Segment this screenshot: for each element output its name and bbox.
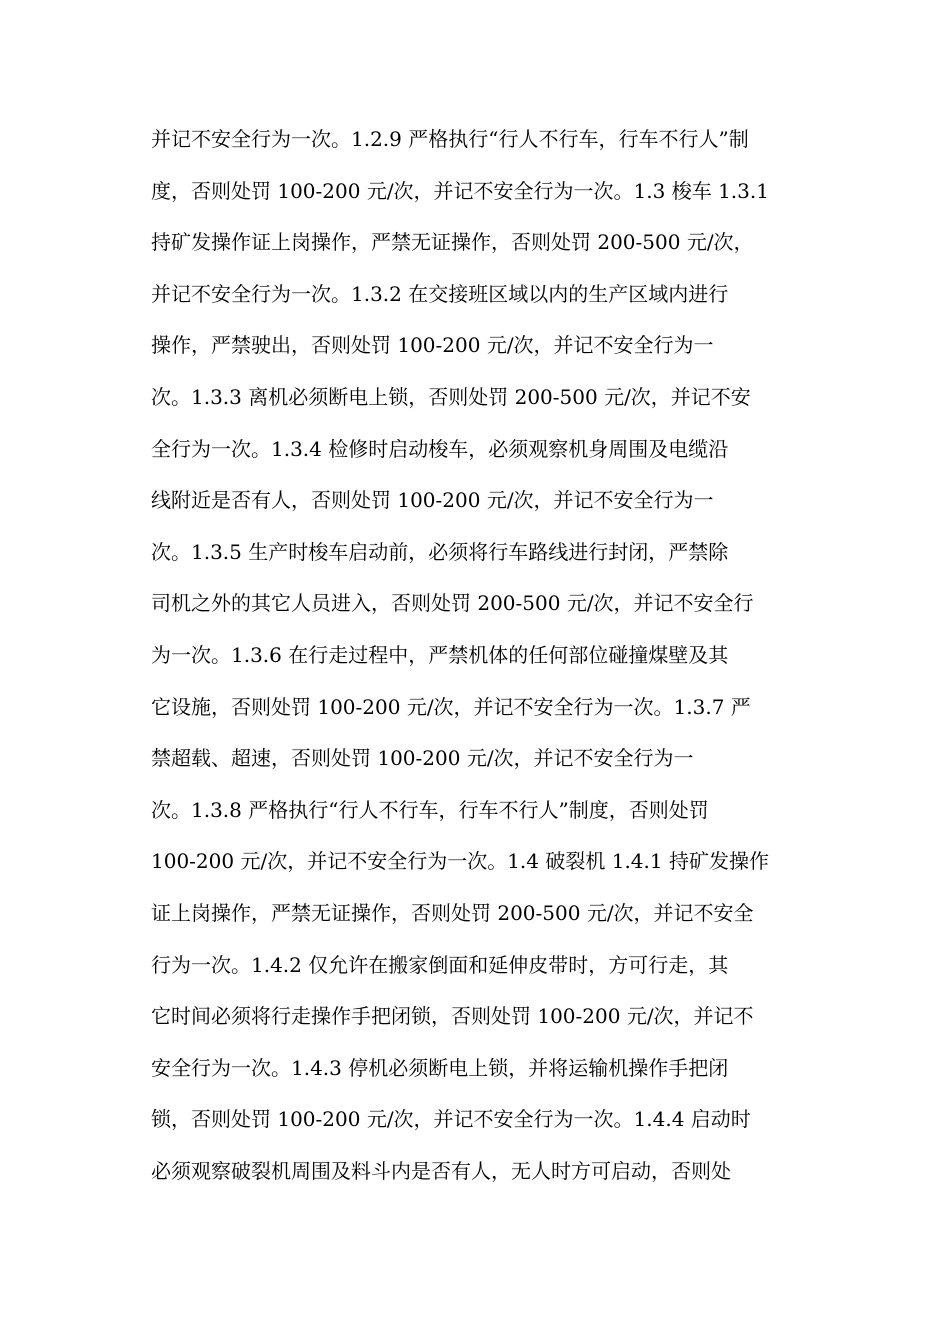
text-line: 操作，严禁驶出，否则处罚 100-200 元/次，并记不安全行为一: [151, 333, 714, 358]
text-line: 线附近是否有人，否则处罚 100-200 元/次，并记不安全行为一: [151, 488, 714, 513]
text-line: 次。1.3.8 严格执行“行人不行车，行车不行人”制度，否则处罚: [151, 797, 709, 822]
text-line: 安全行为一次。1.4.3 停机必须断电上锁，并将运输机操作手把闭: [151, 1055, 729, 1080]
text-line: 次。1.3.5 生产时梭车启动前，必须将行车路线进行封闭，严禁除: [151, 539, 729, 564]
text-line: 它时间必须将行走操作手把闭锁，否则处罚 100-200 元/次，并记不: [151, 1004, 754, 1029]
text-line: 度，否则处罚 100-200 元/次，并记不安全行为一次。1.3 梭车 1.3.1: [151, 178, 769, 203]
text-line: 锁，否则处罚 100-200 元/次，并记不安全行为一次。1.4.4 启动时: [151, 1107, 751, 1132]
text-line: 持矿发操作证上岗操作，严禁无证操作，否则处罚 200-500 元/次，: [151, 230, 754, 255]
text-line: 必须观察破裂机周围及料斗内是否有人，无人时方可启动，否则处: [151, 1158, 731, 1183]
text-line: 并记不安全行为一次。1.3.2 在交接班区域以内的生产区域内进行: [151, 281, 729, 306]
text-line: 司机之外的其它人员进入，否则处罚 200-500 元/次，并记不安全行: [151, 591, 754, 616]
text-line: 禁超载、超速，否则处罚 100-200 元/次，并记不安全行为一: [151, 746, 694, 771]
text-line: 为一次。1.3.6 在行走过程中，严禁机体的任何部位碰撞煤壁及其: [151, 642, 729, 667]
text-line: 全行为一次。1.3.4 检修时启动梭车，必须观察机身周围及电缆沿: [151, 436, 729, 461]
text-line: 次。1.3.3 离机必须断电上锁，否则处罚 200-500 元/次，并记不安: [151, 384, 751, 409]
text-line: 并记不安全行为一次。1.2.9 严格执行“行人不行车，行车不行人”制: [151, 127, 749, 151]
text-line: 它设施，否则处罚 100-200 元/次，并记不安全行为一次。1.3.7 严: [151, 694, 751, 719]
body-text: [151, 114, 811, 1197]
text-line: 100-200 元/次，并记不安全行为一次。1.4 破裂机 1.4.1 持矿发操作: [151, 849, 769, 874]
text-line: 证上岗操作，严禁无证操作，否则处罚 200-500 元/次，并记不安全: [151, 900, 754, 925]
text-line: 行为一次。1.4.2 仅允许在搬家倒面和延伸皮带时，方可行走，其: [151, 952, 729, 977]
